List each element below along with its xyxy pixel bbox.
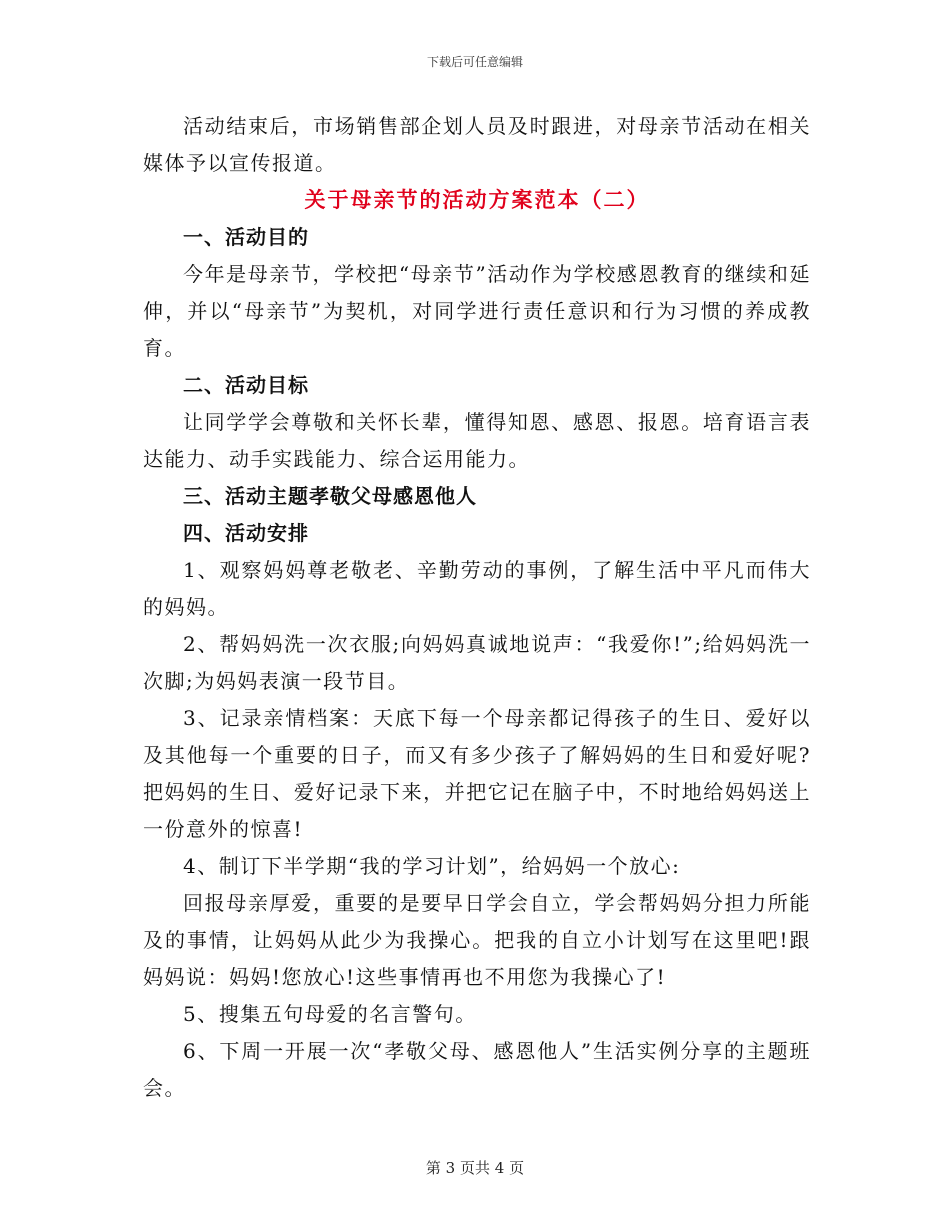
document-body [143,108,811,1107]
page-header: 下载后可任意编辑 [426,55,523,69]
arrangement-item-2: 2、帮妈妈洗一次衣服;向妈妈真诚地说声：“我爱你!”;给妈妈洗一次脚;为妈妈表演一段节目。 [143,632,811,693]
section-text-purpose: 今年是母亲节，学校把“母亲节”活动作为学校感恩教育的继续和延伸，并以“母亲节”为契机，对同学进行责任意识和行为习惯的养成教育。 [143,262,811,360]
arrangement-item-1: 1、观察妈妈尊老敬老、辛勤劳动的事例，了解生活中平凡而伟大的妈妈。 [143,558,811,619]
arrangement-item-3: 3、记录亲情档案：天底下每一个母亲都记得孩子的生日、爱好以及其他每一个重要的日子，而又有多少孩子了解妈妈的生日和爱好呢?把妈妈的生日、爱好记录下来，并把它记在脑子中，不时地给妈妈送上一份意外的惊喜! [143,706,811,841]
section-heading-arrangement: 四、活动安排 [183,521,309,545]
arrangement-item-5: 5、搜集五句母爱的名言警句。 [183,1002,477,1026]
document-title: 关于母亲节的活动方案范本（二） [304,188,650,212]
page-footer: 第 3 页共 4 页 [425,1159,525,1177]
intro-paragraph: 活动结束后，市场销售部企划人员及时跟进，对母亲节活动在相关媒体予以宣传报道。 [143,114,811,175]
section-text-goal: 让同学学会尊敬和关怀长辈，懂得知恩、感恩、报恩。培育语言表达能力、动手实践能力、综合运用能力。 [143,410,811,471]
section-heading-theme: 三、活动主题孝敬父母感恩他人 [183,484,477,508]
arrangement-item-4-detail: 回报母亲厚爱，重要的是要早日学会自立，学会帮妈妈分担力所能及的事情，让妈妈从此少为我操心。把我的自立小计划写在这里吧!跟妈妈说：妈妈!您放心!这些事情再也不用您为我操心了! [143,891,811,989]
section-heading-purpose: 一、活动目的 [183,225,309,249]
section-heading-goal: 二、活动目标 [183,373,309,397]
arrangement-item-4: 4、制订下半学期“我的学习计划”，给妈妈一个放心: [183,854,681,878]
arrangement-item-6: 6、下周一开展一次“孝敬父母、感恩他人”生活实例分享的主题班会。 [143,1039,811,1100]
